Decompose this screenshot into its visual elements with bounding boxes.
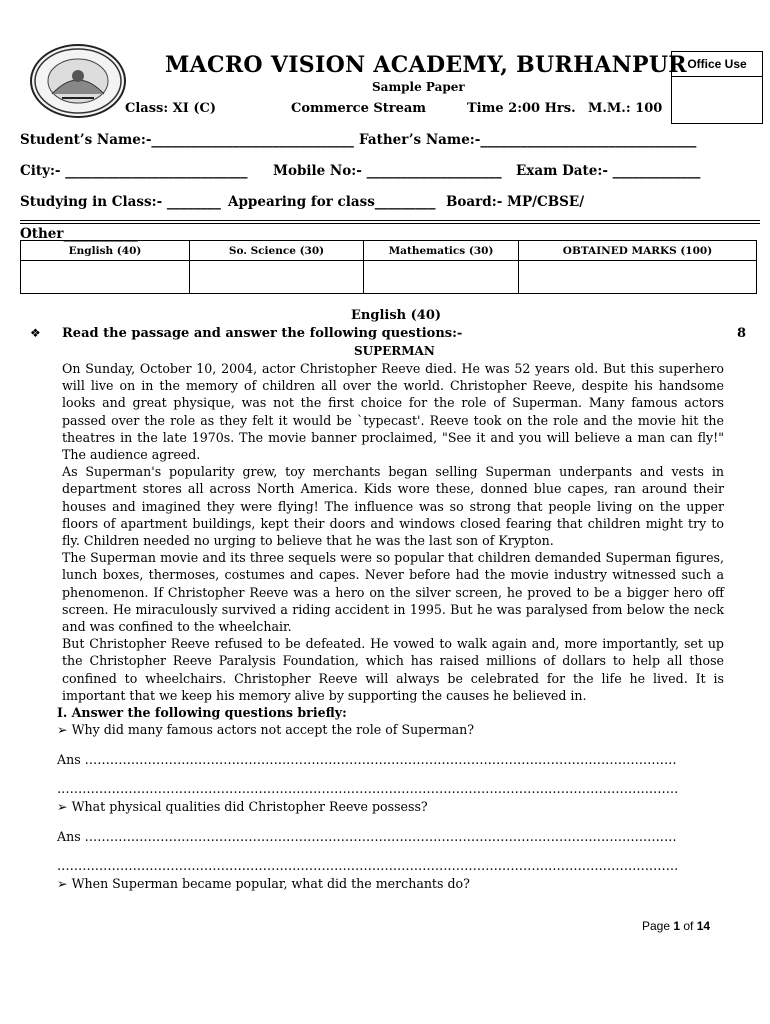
appearing-class-field[interactable]: Appearing for class_________ [228, 194, 436, 210]
seal-icon [32, 46, 124, 116]
mobile-field[interactable]: Mobile No:- ____________________ [273, 163, 502, 179]
answer-line[interactable]: …………………………………………………………………………………………………………………………………. [57, 858, 679, 873]
answer-line[interactable]: Ans …………………………………………………………………………………………………………………………… [57, 752, 677, 767]
passage-paragraph: The Superman movie and its three sequels were so popular that children demanded Superman figures, lunch boxes, thermoses, costumes and capes. Never before had the movie industry witnessed such a phenomenon. If Christopher Reeve was a hero on the silver screen, he proved to be a bigger hero off screen. He miraculously survived a riding accident in 1995. But he was paralysed from below the neck and was confined to the wheelchair. [62, 550, 724, 635]
question-item [57, 876, 470, 891]
marks-header-mathematics: Mathematics (30) [364, 241, 519, 261]
answer-line[interactable]: Ans …………………………………………………………………………………………………………………………… [57, 829, 677, 844]
divider [20, 220, 760, 221]
academy-logo [30, 44, 126, 118]
marks-cell-obtained[interactable] [519, 261, 757, 294]
passage-title: SUPERMAN [354, 344, 435, 358]
page-number [642, 919, 710, 933]
answer-line[interactable]: …………………………………………………………………………………………………………………………………. [57, 781, 679, 796]
divider [20, 223, 760, 224]
marks-header-social-science: So. Science (30) [190, 241, 364, 261]
page-sep: of [680, 919, 697, 933]
studying-class-field[interactable]: Studying in Class:- ________ [20, 194, 221, 210]
passage-paragraph: As Superman's popularity grew, toy merchants began selling Superman underpants and vests in department stores all across North America. Kids wore these, donned blue capes, ran around their houses and imagined they were flying! The influence was so strong that people living on the upper floors of apartment buildings, kept their doors and windows closed fearing that children might try to fly. Children needed no urging to believe that he was the last son of Krypton. [62, 464, 724, 549]
board-field[interactable]: Board:- MP/CBSE/ [446, 194, 585, 210]
marks-header-english: English (40) [21, 241, 190, 261]
class-info: Class: XI (C) [125, 101, 217, 116]
other-field[interactable]: Other___________ [20, 226, 138, 242]
question-text: What physical qualities did Christopher Reeve possess? [71, 799, 428, 814]
max-marks-info: M.M.: 100 [588, 101, 663, 116]
arrow-bullet-icon: ➢ [57, 722, 72, 737]
page-total: 14 [696, 919, 711, 933]
paper-subtitle: Sample Paper [372, 80, 465, 94]
passage-paragraph: But Christopher Reeve refused to be defeated. He vowed to walk again and, more importantly, set up the Christopher Reeve Paralysis Foundation, which has raised millions of dollars to help all those confined to wheelchairs. Christopher Reeve will always be celebrated for the life he lived. It is important that we keep his memory alive by supporting the causes he believed in. [62, 636, 724, 703]
section-instruction: Read the passage and answer the following questions:- [62, 326, 463, 341]
section-heading: English (40) [351, 308, 442, 323]
question-item [57, 799, 428, 814]
question-text: Why did many famous actors not accept the role of Superman? [71, 722, 475, 737]
father-name-field[interactable]: Father’s Name:-________________________________ [359, 132, 697, 148]
question-text: When Superman became popular, what did the merchants do? [71, 876, 470, 891]
questions-subheading: I. Answer the following questions briefly: [57, 705, 347, 720]
arrow-bullet-icon: ➢ [57, 876, 72, 891]
page-prefix: Page [642, 919, 674, 933]
passage-text [62, 360, 724, 704]
marks-cell-social-science[interactable] [190, 261, 364, 294]
stream-info: Commerce Stream [291, 101, 427, 116]
instruction-marks: 8 [737, 326, 747, 341]
diamond-bullet-icon: ❖ [30, 326, 41, 340]
marks-cell-mathematics[interactable] [364, 261, 519, 294]
page-title: MACRO VISION ACADEMY, BURHANPUR [165, 52, 687, 78]
student-name-field[interactable]: Student’s Name:-______________________________ [20, 132, 354, 148]
arrow-bullet-icon: ➢ [57, 799, 72, 814]
marks-table [20, 240, 757, 294]
city-field[interactable]: City:- ___________________________ [20, 163, 248, 179]
question-item [57, 722, 474, 737]
passage-paragraph: On Sunday, October 10, 2004, actor Christopher Reeve died. He was 52 years old. But this superhero will live on in the memory of children all over the world. Christopher Reeve, despite his handsome looks and great physique, was not the first choice for the role of Superman. Many famous actors passed over the role as they felt it would be `typecast'. Reeve took on the role and the movie hit the theatres in the late 1970s. The movie banner proclaimed, "See it and you will believe a man can fly!" The audience agreed. [62, 361, 724, 463]
exam-date-field[interactable]: Exam Date:- _____________ [516, 163, 701, 179]
office-use-box [671, 51, 763, 124]
marks-cell-english[interactable] [21, 261, 190, 294]
marks-header-obtained: OBTAINED MARKS (100) [519, 241, 757, 261]
time-info: Time 2:00 Hrs. [467, 101, 576, 116]
page-current: 1 [673, 919, 681, 933]
office-use-label: Office Use [687, 57, 747, 71]
